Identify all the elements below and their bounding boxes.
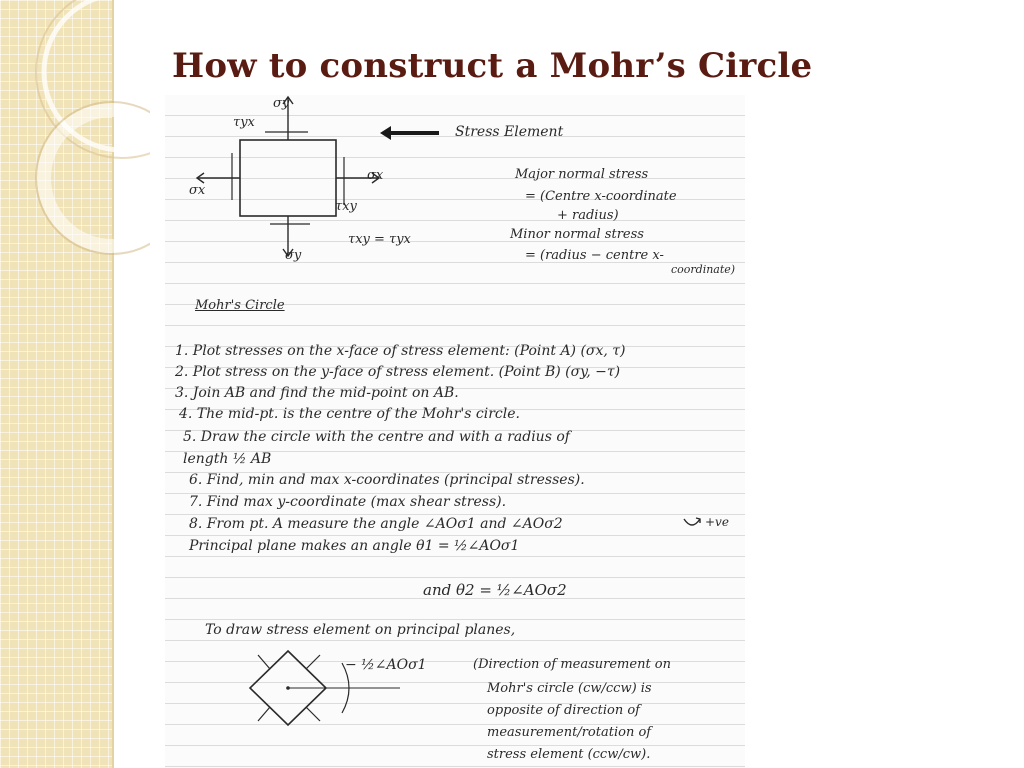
tau-equality: τxy = τyx (348, 232, 411, 247)
theta2-equation: and θ2 = ½∠AOσ2 (423, 581, 567, 599)
ccw-positive-note: +ve (705, 515, 729, 529)
direction-line-1: (Direction of measurement on (473, 657, 671, 672)
major-line-1: Major normal stress (515, 167, 649, 182)
label-sigma-x-left: σx (189, 183, 206, 198)
stress-element-caption: Stress Element (455, 124, 564, 140)
step-7: 7. Find max y-coordinate (max shear stress). (189, 494, 507, 510)
rotation-angle-label: − ½∠AOσ1 (345, 657, 427, 673)
step-4: 4. The mid-pt. is the centre of the Mohr's circle. (179, 406, 520, 422)
handwritten-notes (165, 95, 745, 768)
pointer-arrow (377, 123, 447, 143)
label-sigma-y-bottom: σy (285, 248, 302, 263)
label-sigma-y-top: σy (273, 96, 290, 111)
label-tau-yx: τyx (233, 115, 255, 130)
label-sigma-x-right: σx (367, 168, 384, 183)
direction-line-2: Mohr's circle (cw/ccw) is (487, 681, 652, 696)
decorative-rings (0, 0, 150, 260)
major-line-2: = (Centre x-coordinate (525, 189, 677, 204)
step-2: 2. Plot stress on the y-face of stress element. (Point B) (σy, −τ) (175, 364, 621, 380)
step-3: 3. Join AB and find the mid-point on AB. (175, 385, 459, 401)
ccw-arrow-icon (681, 515, 703, 531)
step-8: 8. From pt. A measure the angle ∠AOσ1 and ∠AOσ2 (189, 516, 563, 532)
step-5-cont: length ½ AB (183, 451, 272, 467)
label-tau-xy: τxy (335, 199, 357, 214)
minor-line-3: coordinate) (671, 263, 736, 276)
slide-title: How to construct a Mohr’s Circle (172, 46, 813, 86)
step-8-cont: Principal plane makes an angle θ1 = ½∠AOσ1 (189, 538, 520, 554)
step-6: 6. Find, min and max x-coordinates (principal stresses). (189, 472, 585, 488)
direction-line-4: measurement/rotation of (487, 725, 652, 740)
direction-line-3: opposite of direction of (487, 703, 640, 718)
principal-heading: To draw stress element on principal planes, (205, 622, 516, 638)
major-line-3: + radius) (557, 208, 619, 223)
minor-line-1: Minor normal stress (510, 227, 644, 242)
mohrs-circle-heading: Mohr's Circle (195, 298, 285, 313)
step-5: 5. Draw the circle with the centre and with a radius of (183, 429, 570, 445)
direction-line-5: stress element (ccw/cw). (487, 747, 651, 762)
step-1: 1. Plot stresses on the x-face of stress element: (Point A) (σx, τ) (175, 343, 626, 359)
minor-line-2: = (radius − centre x- (525, 248, 664, 263)
